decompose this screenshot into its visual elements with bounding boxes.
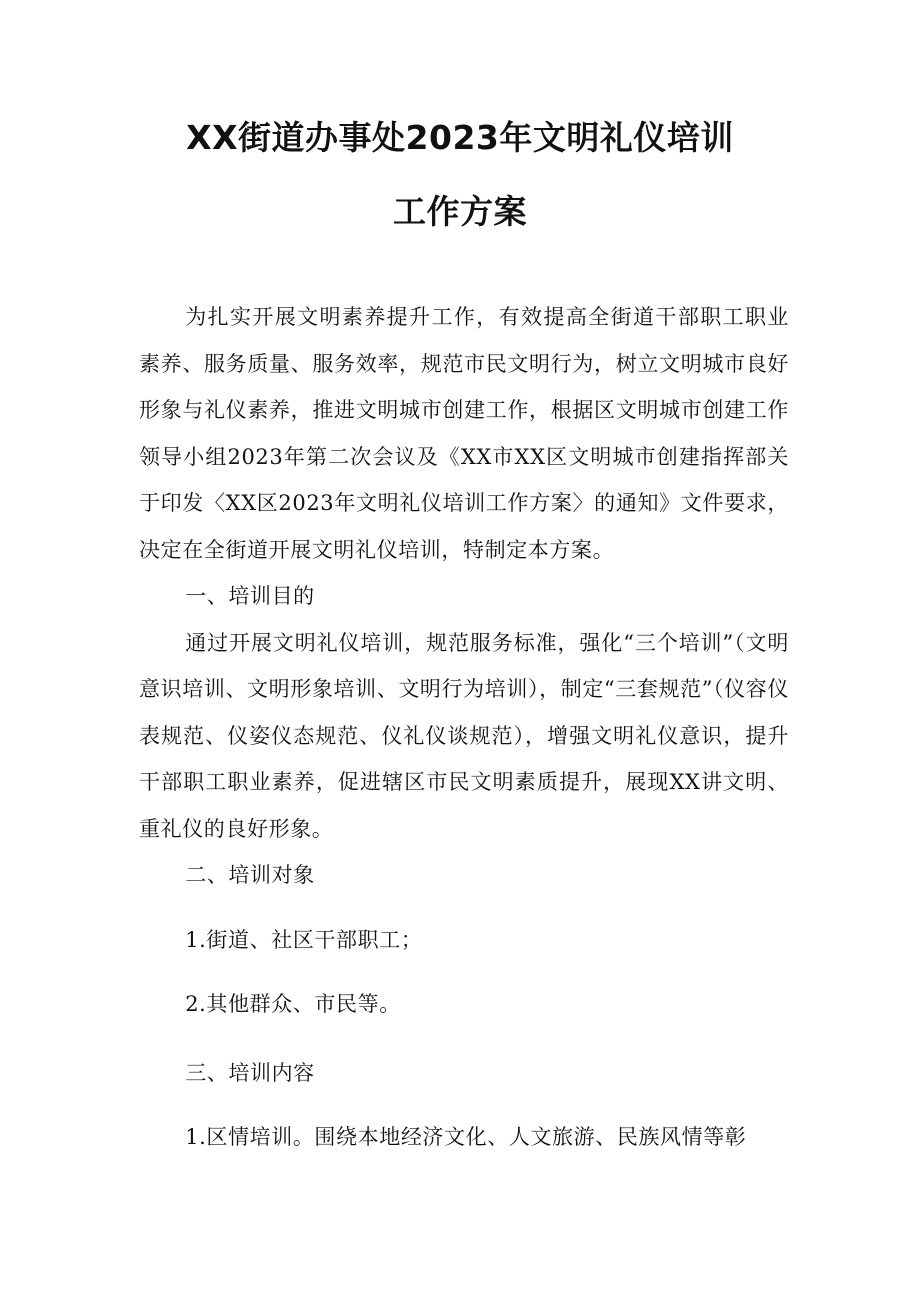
title-main: 街道办事处 <box>238 118 406 157</box>
section3-item-1: 1.区情培训。围绕本地经济文化、人文旅游、民族风情等彰 <box>185 1125 747 1149</box>
title-prefix: XX <box>186 118 239 157</box>
section3-heading: 三、培训内容 <box>185 1060 315 1085</box>
section1-paragraph: 通过开展文明礼仪培训，规范服务标准，强化“三个培训”（文明意识培训、文明形象培训、文明行为培训），制定“三套规范”（仪容仪表规范、仪姿仪态规范、仪礼仪谈规范），增强文明礼仪意识，提升干部职工职业素养，促进辖区市民文明素质提升，展现XX讲文明、重礼仪的良好形象。 <box>139 630 789 841</box>
section1-heading: 一、培训目的 <box>185 584 315 608</box>
section2-item-2: 2.其他群众、市民等。 <box>185 992 401 1016</box>
intro-paragraph: 为扎实开展文明素养提升工作，有效提高全街道干部职工职业素养、服务质量、服务效率，规范市民文明行为，树立文明城市良好形象与礼仪素养，推进文明城市创建工作，根据区文明城市创建工作领导小组2023年第二次会议及《XX市XX区文明城市创建指挥部关于印发〈XX区2023年文明礼仪培训工作方案〉的通知》文件要求，决定在全街道开展文明礼仪培训，特制定本方案。 <box>139 305 789 562</box>
section2-heading: 二、培训对象 <box>185 863 315 887</box>
section2-item-1: 1.街道、社区干部职工； <box>185 927 423 952</box>
title-suffix: 年文明礼仪培训 <box>499 118 734 157</box>
document-title-line2: 工作方案 <box>393 192 527 231</box>
document-body <box>139 294 789 1161</box>
document-title-line1 <box>0 112 920 159</box>
title-year: 2023 <box>405 118 500 157</box>
